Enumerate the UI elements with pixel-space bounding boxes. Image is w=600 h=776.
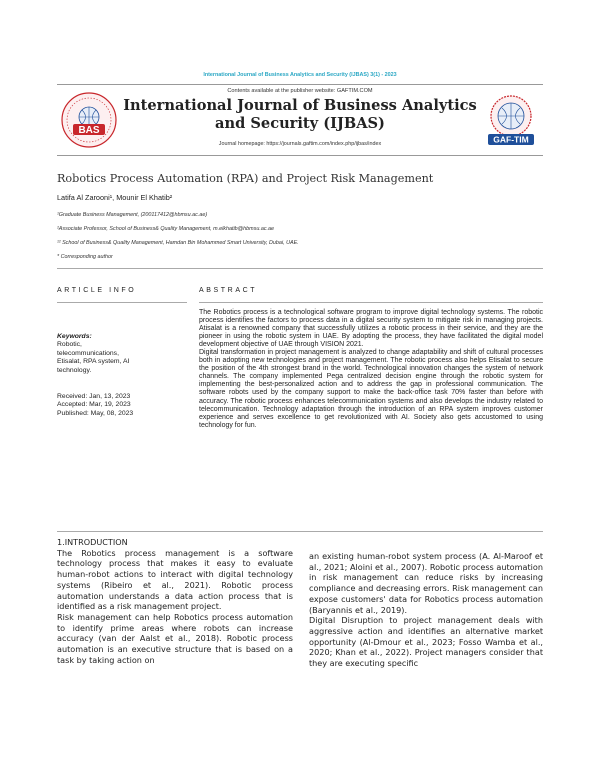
publisher-availability-line: Contents available at the publisher website: GAFTIM.COM: [227, 88, 373, 94]
section-heading: 1.INTRODUCTION: [57, 537, 128, 547]
abstract-heading: ABSTRACT: [199, 287, 258, 294]
journal-homepage-line: Journal homepage: https://journals.gaftim.com/index.php/ijbas/index: [218, 141, 382, 147]
received-date: Received: Jan, 13, 2023: [57, 393, 131, 400]
gaftim-logo: [480, 90, 542, 152]
published-date: Published: May, 08, 2023: [57, 409, 134, 417]
body-column-right: [309, 551, 543, 669]
keyword-line: technology.: [57, 366, 92, 374]
dates-block: [57, 393, 217, 418]
affiliation-1: ¹Graduate Business Management, (200117412@hbmsu.ac.ae): [57, 212, 208, 218]
affiliation-3: ¹² School of Business& Quality Management, Hamdan Bin Mohammed Smart University, Dubai, UAE.: [57, 240, 299, 246]
keyword-line: Etisalat, RPA system, AI: [57, 358, 130, 366]
abstract-paragraph: The Robotics process is a technological software program to improve digital technology systems. The robotic process identifies the factors to process data in a digital security system to mitigate risk in managing projects. Atisalat is a renowned company that successfully utilizes a robotic process in their service, and they are the pioneer in using the robotic system in UAE. By adopting the process, they have facilitated the digital model development objective of UAE through VISION 2021.: [199, 309, 543, 349]
bas-logo-text: BAS: [78, 125, 100, 136]
journal-running-head: International Journal of Business Analytics and Security (IJBAS) 3(1) - 2023: [203, 72, 397, 78]
title-divider: [57, 268, 543, 269]
paper-authors: Latifa Al Zarooni¹, Mounir El Khatib²: [57, 193, 173, 202]
journal-title: International Journal of Business Analytics and Security (IJBAS): [123, 97, 477, 132]
abstract-bottom-divider: [57, 531, 543, 532]
body-paragraph: Risk management can help Robotics process automation to identify prime areas where robots can increase accuracy (van der Aalst et al., 2018). Robotic process automation is an executive structure that is based on a task by taking action on: [57, 611, 293, 665]
keyword-line: Robotic,: [57, 341, 82, 349]
body-paragraph: an existing human-robot system process (A. Al-Maroof et al., 2021; Aloini et al., 2007). Robotic process automation in risk management can reduce risks by increasing compliance and decreasing errors. Risk management can expose customers' data for Robotics process automation (Baryannis et al., 2019).: [309, 551, 543, 615]
paper-title: Robotics Process Automation (RPA) and Project Risk Management: [57, 172, 434, 185]
gaftim-logo-text: GAF-TIM: [493, 134, 529, 145]
accepted-date: Accepted: Mar, 19, 2023: [57, 401, 131, 409]
keywords-label: Keywords:: [57, 333, 92, 340]
article-info-divider: [57, 302, 187, 303]
article-info-heading: ARTICLE INFO: [57, 287, 137, 294]
keywords-block: [57, 333, 177, 375]
body-column-left: [57, 537, 293, 665]
corresponding-author-note: * Corresponding author: [57, 254, 113, 260]
abstract-divider: [199, 302, 543, 303]
bas-logo: [59, 90, 119, 150]
abstract-body: [199, 309, 543, 430]
abstract-paragraph: Digital transformation in project management is analyzed to change adaptability and shift of cultural processes both in adopting new technologies and project management. The robotic process also helps Etisalat to secure the position of the 4th strongest brand in the world. Technological innovation changes the system of network channels. The company implemented Pega centralized decision engine through the robotic system for implementing the best-personalized action and to address the gap in professional communication. The software robots used by the company support to make the back-office task 70% faster than before with accuracy. The robotic process enhances telecommunication systems and also develops the industry related to telecommunication. Technology adaptation through the introduction of an RPA system improves customer experience and serves excellence to get revolutionized with AI. Society also gets accustomed to using technology for fun.: [199, 349, 543, 429]
keyword-line: telecommunications,: [57, 349, 119, 357]
body-paragraph: Digital Disruption to project management deals with aggressive action and identifies an alternative market opportunity (Al-Dmour et al., 2023; Fosso Wamba et al., 2020; Khan et al., 2022). Project managers consider that they are executing specific: [309, 615, 543, 669]
affiliation-2: ²Associate Professor, School of Business& Quality Management, m.elkhatib@hbmsu.ac.ae: [57, 226, 275, 232]
body-paragraph: The Robotics process management is a software technology process that makes it easy to evaluate human-robot actions to interact with digital technology systems (Ribeiro et al., 2021). Robotic process automation understands a data action process that is identified as a risk management project.: [57, 547, 293, 612]
